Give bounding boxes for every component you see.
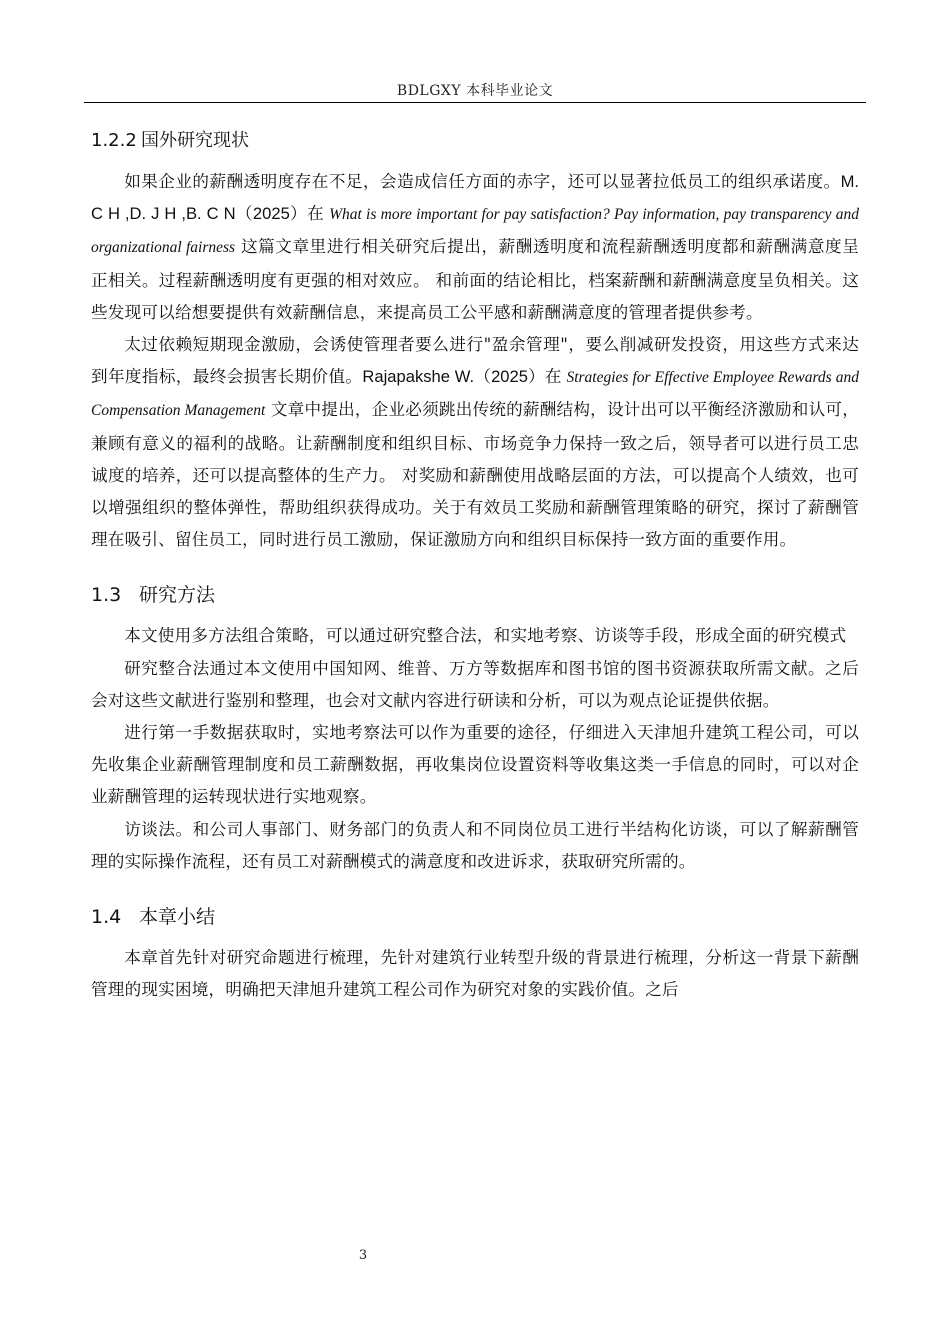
header-divider	[84, 102, 866, 103]
paragraph-text: 太过依赖短期现金激励，会诱使管理者要么进行"盈余管理"，要么削减研发投资，用这些方式来达到年度指标，最终会损害长期价值。	[91, 335, 859, 387]
paragraph-text: 如果企业的薪酬透明度存在不足，会造成信任方面的赤字，还可以显著拉低员工的组织承诺度。	[124, 172, 841, 191]
running-header: BDLGXY 本科毕业论文	[396, 83, 554, 99]
paragraph: 本章首先针对研究命题进行梳理，先针对建筑行业转型升级的背景进行梳理，分析这一背景下薪酬管理的现实困境，明确把天津旭升建筑工程公司作为研究对象的实践价值。之后	[91, 948, 859, 1000]
paragraph-text: 文章中提出，企业必须跳出传统的薪酬结构，设计出可以平衡经济激励和认可，兼顾有意义的福利的战略。让薪酬制度和组织目标、市场竞争力保持一致之后，领导者可以进行员工忠诚度的培养，还可以提高整体的生产力。 对奖励和薪酬使用战略层面的方法，可以提高个人绩效，也可以增强组织的整体弹性，帮助组织获得成功。关于有效员工奖励和薪酬管理策略的研究，探讨了薪酬管理在吸引、留住员工，同时进行员工激励，保证激励方向和组织目标保持一致方面的重要作用。	[91, 400, 859, 550]
citation-title: What is more important for pay satisfaction? Pay information, pay transparency and organizational fairness	[91, 206, 859, 257]
section-heading-1-2-2	[91, 126, 859, 156]
paragraph	[91, 329, 859, 556]
section-heading-1-3	[91, 580, 859, 610]
paragraph: 进行第一手数据获取时，实地考察法可以作为重要的途径，仔细进入天津旭升建筑工程公司，可以先收集企业薪酬管理制度和员工薪酬数据，再收集岗位设置资料等收集这类一手信息的同时，可以对企业薪酬管理的运转现状进行实地观察。	[91, 723, 859, 807]
section-number: 1.3	[91, 584, 122, 607]
citation-title: Strategies for Effective Employee Rewards and Compensation Management	[91, 369, 859, 420]
paragraph-text: 这篇文章里进行相关研究后提出，薪酬透明度和流程薪酬透明度都和薪酬满意度呈正相关。过程薪酬透明度有更强的相对效应。 和前面的结论相比，档案薪酬和薪酬满意度呈负相关。这些发现可以给想要提供有效薪酬信息，来提高员工公平感和薪酬满意度的管理者提供参考。	[91, 237, 859, 322]
section-title: 研究方法	[139, 584, 216, 607]
paragraph: 访谈法。和公司人事部门、财务部门的负责人和不同岗位员工进行半结构化访谈，可以了解薪酬管理的实际操作流程，还有员工对薪酬模式的满意度和改进诉求，获取研究所需的。	[91, 819, 859, 871]
section-title: 国外研究现状	[141, 130, 249, 151]
section-number: 1.4	[91, 906, 122, 929]
paragraph: 研究整合法通过本文使用中国知网、维普、万方等数据库和图书馆的图书资源获取所需文献。之后会对这些文献进行鉴别和整理，也会对文献内容进行研读和分析，可以为观点论证提供依据。	[91, 658, 859, 710]
page-number: 3	[358, 1248, 368, 1263]
paragraph	[91, 166, 859, 329]
section-number: 1.2.2	[91, 130, 137, 151]
paragraph: 本文使用多方法组合策略，可以通过研究整合法，和实地考察、访谈等手段，形成全面的研究模式	[124, 626, 847, 646]
section-title: 本章小结	[139, 906, 216, 929]
citation-authors: M. C H ,D. J H ,B. C N（2025）在	[91, 172, 859, 224]
section-heading-1-4	[91, 902, 859, 932]
page-body	[91, 126, 859, 1006]
citation-authors: Rajapakshe W.（2025）在	[362, 367, 567, 387]
